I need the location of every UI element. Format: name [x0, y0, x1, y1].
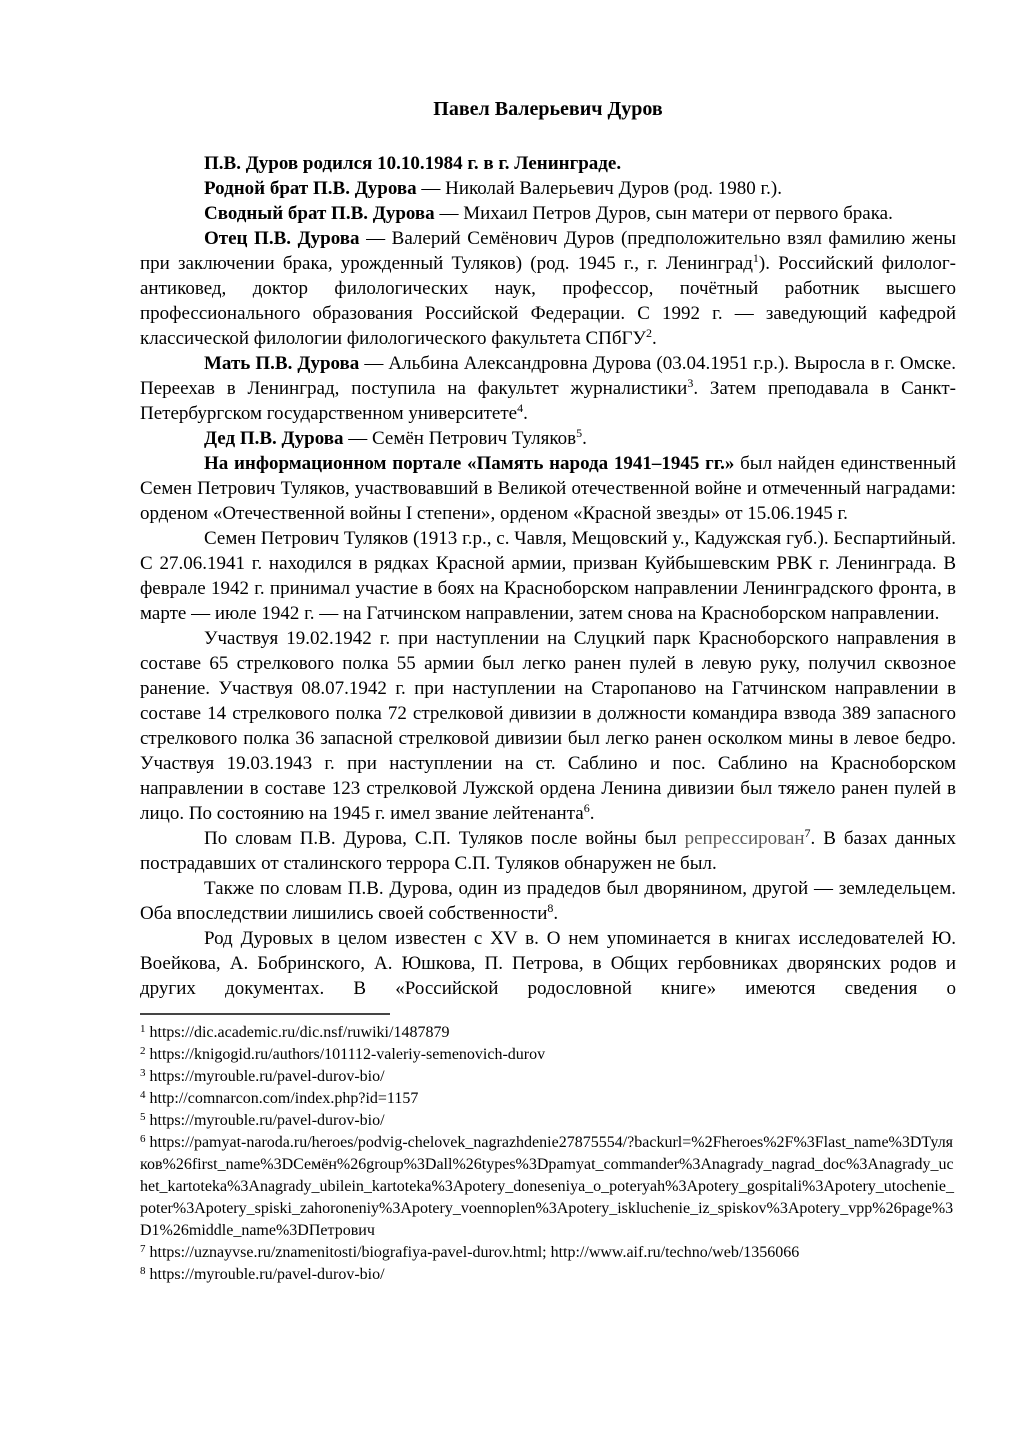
text-run: . — [523, 403, 528, 424]
footnote-ref: 7 — [804, 826, 811, 841]
bold-run: На информационном портале «Память народа 1941–1945 гг.» — [204, 453, 735, 474]
text-run: Участвуя 19.02.1942 г. при наступлении на Слуцкий парк Красноборского направления в составе 65 стрелкового полка 55 армии был легко ранен пулей в левую руку, получил сквозное ранение. Участвуя 08.07.1942 г. при наступлении на Старопаново на Гатчинском направлении в составе 14 стрелкового полка 72 стрелковой дивизии в должности командира взвода 389 запасного стрелкового полка 36 запасной стрелковой дивизии был легко ранен осколком мины в левое бедро. Участвуя 19.03.1943 г. при наступлении на ст. Саблино и пос. Саблино на Красноборском направлении в составе 123 стрелковой Лужской ордена Ленина дивизии был тяжело ранен пулей в лицо. По состоянию на 1945 г. имел звание лейтенанта — [140, 628, 956, 824]
footnote-number: 4 — [140, 1088, 146, 1101]
paragraph — [140, 626, 956, 826]
bold-run: Родной брат П.В. Дурова — [204, 178, 417, 199]
text-run: . — [553, 903, 559, 924]
footnote-item — [140, 1088, 956, 1110]
footnote-item — [140, 1044, 956, 1066]
footnote-item — [140, 1264, 956, 1286]
footnote-number: 8 — [140, 1264, 146, 1277]
paragraph — [140, 226, 956, 351]
muted-run: репрессирован — [684, 828, 805, 849]
footnote-ref: 4 — [517, 401, 524, 416]
paragraph — [140, 451, 956, 526]
bold-run: Сводный брат П.В. Дурова — [204, 203, 435, 224]
text-run: — Николай Валерьевич Дуров (род. 1980 г.). — [416, 178, 782, 199]
paragraph — [140, 876, 956, 926]
footnote-url: https://dic.academic.ru/dic.nsf/ruwiki/1487879 — [145, 1024, 450, 1041]
text-run: — Альбина Александровна Дурова (03.04.1951 г.р.). Выросла в г. Омске. Переехав в Ленинград, поступила на факультет журналистики — [140, 353, 956, 399]
footnote-ref: 1 — [752, 251, 759, 266]
footnote-url: https://knigogid.ru/authors/101112-valeriy-semenovich-durov — [145, 1046, 546, 1063]
footnote-url: https://myrouble.ru/pavel-durov-bio/ — [145, 1266, 385, 1283]
footnote-url: https://myrouble.ru/pavel-durov-bio/ — [145, 1068, 385, 1085]
text-run: Также по словам П.В. Дурова, один из прадедов был дворянином, другой — земледельцем. Оба впоследствии лишились своей собственности — [140, 878, 956, 924]
footnotes-section — [140, 1013, 956, 1286]
bold-run: П.В. Дуров родился 10.10.1984 г. в г. Ленинграде. — [204, 153, 622, 174]
text-run: . — [582, 428, 587, 449]
footnote-item — [140, 1066, 956, 1088]
text-run: — Семён Петрович Туляков — [343, 428, 577, 449]
bold-run: Дед П.В. Дурова — [204, 428, 344, 449]
paragraph — [140, 176, 956, 201]
footnotes-list — [140, 1022, 956, 1286]
text-run: ). Российский филолог-антиковед, доктор филологических наук, профессор, почётный работник высшего профессионального образования Российской Федерации. С 1992 г. — заведующий кафедрой классической филологии филологического факультета СПбГУ — [140, 253, 956, 349]
paragraph — [140, 426, 956, 451]
text-run: Род Дуровых в целом известен с XV в. О нем упоминается в книгах исследователей Ю. Воейкова, А. Бобринского, А. Юшкова, П. Петрова, в Общих гербовниках дворянских родов и других документах. В «Российской родословной книге» имеются сведения о — [140, 928, 956, 999]
paragraph — [140, 926, 956, 1001]
document-content — [140, 97, 956, 1286]
document-body — [140, 151, 956, 1001]
document-title: Павел Валерьевич Дуров — [433, 98, 663, 120]
footnote-number: 6 — [140, 1132, 146, 1145]
footnote-number: 2 — [140, 1044, 146, 1057]
paragraph — [140, 351, 956, 426]
footnote-url: http://comnarcon.com/index.php?id=1157 — [145, 1090, 419, 1107]
text-run: — Михаил Петров Дуров, сын матери от первого брака. — [434, 203, 893, 224]
footnote-item — [140, 1132, 956, 1242]
footnote-number: 5 — [140, 1110, 146, 1123]
footnote-ref: 6 — [583, 801, 590, 816]
footnote-number: 7 — [140, 1242, 146, 1255]
bold-run: Отец П.В. Дурова — [204, 228, 360, 249]
footnote-ref: 3 — [687, 376, 694, 391]
footnote-number: 1 — [140, 1022, 146, 1035]
footnote-ref: 8 — [547, 901, 554, 916]
footnote-item — [140, 1242, 956, 1264]
text-run: Семен Петрович Туляков (1913 г.р., с. Чавля, Мещовский у., Кадужская губ.). Беспартийный. С 27.06.1941 г. находился в рядках Красной армии, призван Куйбышевским РВК г. Ленинграда. В феврале 1942 г. принимал участие в боях на Красноборском направлении Ленинградского фронта, в марте — июле 1942 г. — на Гатчинском направлении, затем снова на Красноборском направлении. — [140, 528, 956, 624]
footnote-url: https://pamyat-naroda.ru/heroes/podvig-chelovek_nagrazhdenie27875554/?backurl=%2Fheroes%2F%3Flast_name%3DТуляков%26first_name%3DСемён%26group%3Dall%26types%3Dpamyat_commander%3Anagrady_nagrad_doc%3Anagrady_uchet_kartoteka%3Anagrady_ubilein_kartoteka%3Apotery_doneseniya_o_poteryah%3Apotery_gospitali%3Apotery_utochenie_poter%3Apotery_spiski_zahoroneniy%3Apotery_voennoplen%3Apotery_iskluchenie_iz_spiskov%3Apotery_vpp%26page%3D1%26middle_name%3DПетрович — [140, 1134, 954, 1239]
footnote-ref: 2 — [645, 326, 652, 341]
text-run: был найден единственный Семен Петрович Туляков, участвовавший в Великой отечественной войне и отмеченный наградами: орденом «Отечественной войны I степени», орденом «Красной звезды» от 15.06.1945 г. — [140, 453, 956, 524]
footnote-item — [140, 1110, 956, 1132]
footnote-url: https://uznayvse.ru/znamenitosti/biografiya-pavel-durov.html; http://www.aif.ru/techno/web/1356066 — [145, 1244, 800, 1261]
paragraph — [140, 526, 956, 626]
footnote-number: 3 — [140, 1066, 146, 1079]
footnote-separator — [140, 1013, 390, 1015]
paragraph — [140, 151, 956, 176]
text-run: . В базах данных пострадавших от сталинского террора С.П. Туляков обнаружен не был. — [140, 828, 957, 874]
text-run: . — [651, 328, 657, 349]
bold-run: Мать П.В. Дурова — [204, 353, 360, 374]
text-run: По словам П.В. Дурова, С.П. Туляков после войны был — [204, 828, 685, 849]
paragraph — [140, 201, 956, 226]
footnote-item — [140, 1022, 956, 1044]
footnote-url: https://myrouble.ru/pavel-durov-bio/ — [145, 1112, 385, 1129]
text-run: . — [589, 803, 595, 824]
text-run: — Валерий Семёнович Дуров (предположительно взял фамилию жены при заключении брака, урожденный Туляков) (род. 1945 г., г. Ленинград — [140, 228, 957, 274]
footnote-ref: 5 — [576, 426, 583, 441]
text-run: . Затем преподавала в Санкт-Петербургском государственном университете — [140, 378, 956, 424]
paragraph — [140, 826, 956, 876]
